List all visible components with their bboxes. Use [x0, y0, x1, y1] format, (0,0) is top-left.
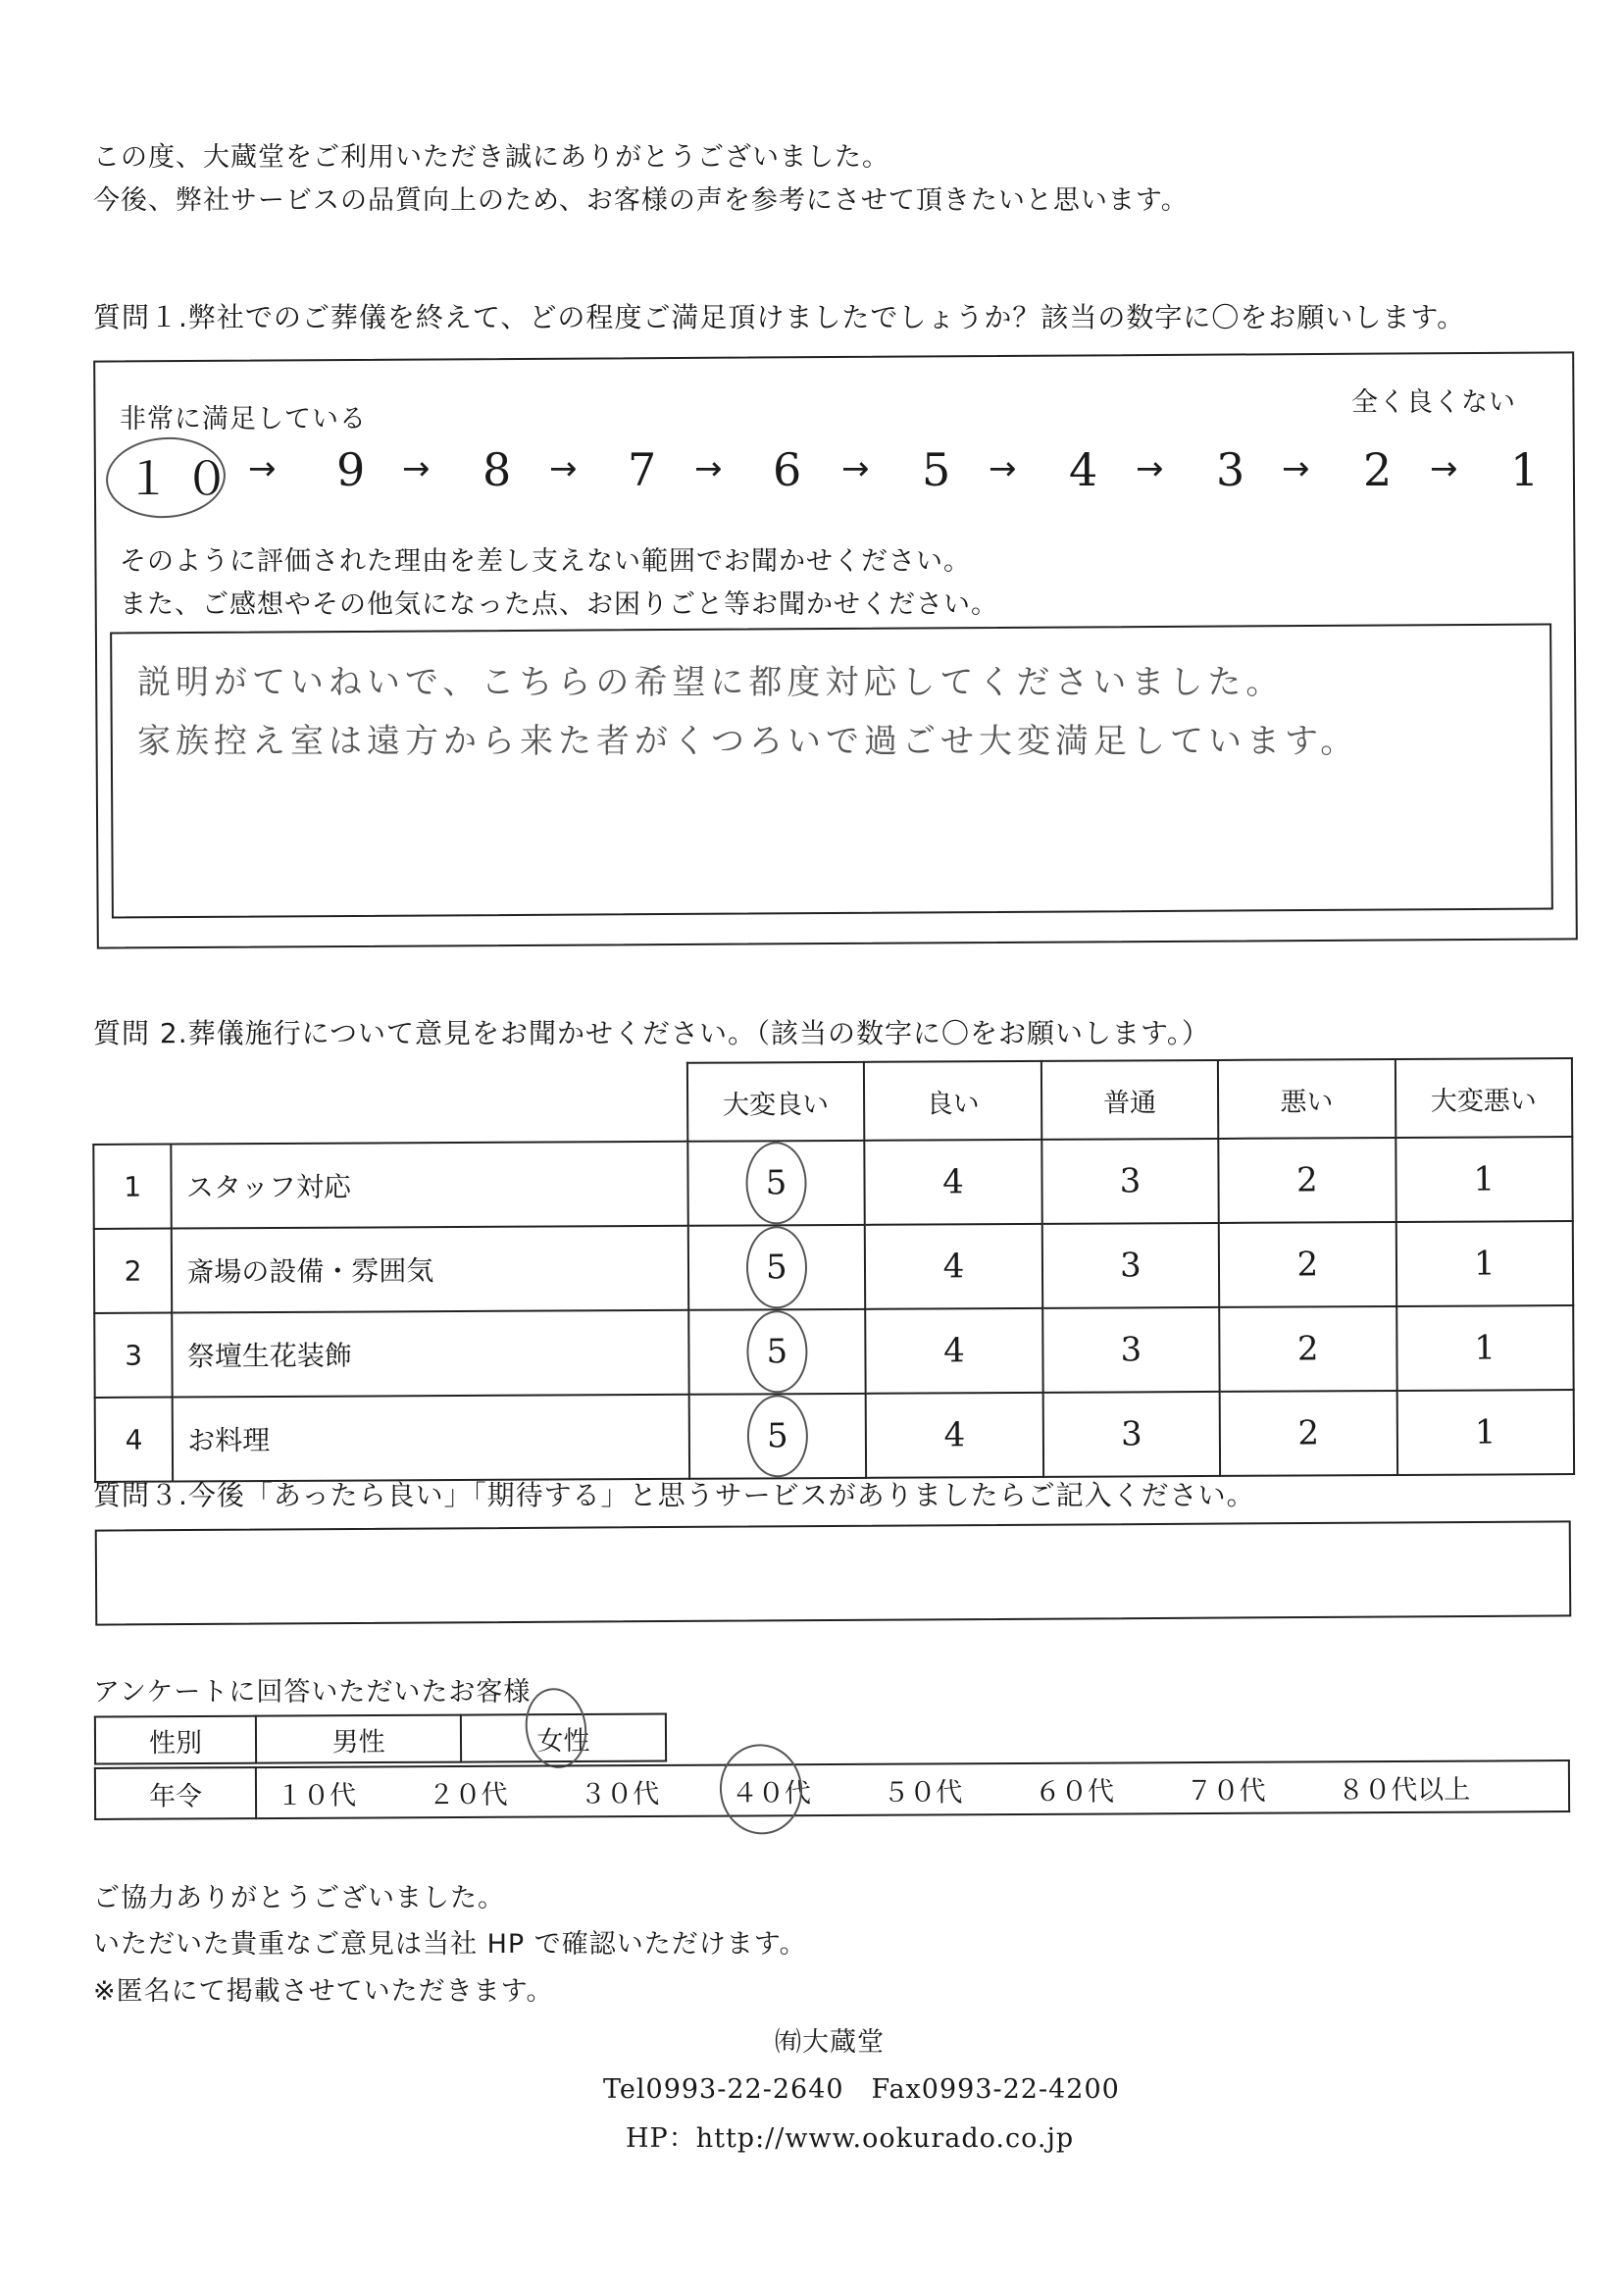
- q2-option-2[interactable]: 2: [1220, 1391, 1397, 1476]
- q2-row-no: 3: [94, 1313, 173, 1398]
- q1-scale-5[interactable]: 5: [922, 443, 951, 496]
- q1-title: 質問１.弊社でのご葬儀を終えて、どの程度ご満足頂けましたでしょうか？該当の数字に〇をお願いします。: [93, 301, 1466, 333]
- closing-line-2: いただいた貴重なご意見は当社 HP で確認いただけます。: [93, 1929, 807, 1960]
- q1-answer-line-1: 説明がていねいで、こちらの希望に都度対応してくださいました。: [137, 663, 1285, 702]
- q2-option-5-selected[interactable]: [688, 1309, 866, 1395]
- q2-option-1[interactable]: 1: [1396, 1221, 1573, 1306]
- arrow-icon: →: [989, 449, 1017, 488]
- selected-circle: 5: [746, 1226, 807, 1308]
- q2-option-5-selected[interactable]: [688, 1394, 866, 1479]
- q2-option-2[interactable]: 2: [1219, 1306, 1396, 1392]
- arrow-icon: →: [1430, 449, 1458, 488]
- age-label: 年令: [95, 1767, 256, 1819]
- q1-scale-7[interactable]: 7: [628, 443, 657, 496]
- q1-scale-3[interactable]: 3: [1216, 443, 1245, 496]
- q2-col-very-good: 大変良い: [686, 1062, 864, 1142]
- intro-line-1: この度、大蔵堂をご利用いただき誠にありがとうございました。: [93, 142, 889, 173]
- q2-option-3[interactable]: 3: [1042, 1223, 1220, 1308]
- age-option-40s[interactable]: [732, 1770, 875, 1810]
- q1-scale-6[interactable]: 6: [773, 443, 802, 496]
- q2-row-label: 祭壇生花装飾: [173, 1310, 689, 1398]
- q1-scale-10[interactable]: １０: [126, 452, 243, 505]
- q2-option-4[interactable]: 4: [865, 1140, 1042, 1225]
- q2-row-no: 2: [94, 1229, 173, 1313]
- q2-row-label: お料理: [173, 1395, 689, 1482]
- q1-scale-8[interactable]: 8: [482, 443, 512, 496]
- closing-line-3: ※匿名にて掲載させていただきます。: [93, 1976, 554, 2007]
- age-option-10s[interactable]: １０代: [276, 1780, 357, 1811]
- q2-option-4[interactable]: 4: [865, 1224, 1042, 1309]
- q1-scale-2[interactable]: 2: [1363, 443, 1393, 496]
- q2-option-4[interactable]: 4: [866, 1308, 1043, 1394]
- q2-col-good: 良い: [864, 1061, 1041, 1141]
- arrow-icon: →: [841, 449, 870, 488]
- q2-option-1[interactable]: 1: [1396, 1305, 1574, 1391]
- company-homepage[interactable]: HP：http://www.ookurado.co.jp: [626, 2123, 1075, 2154]
- age-option-50s[interactable]: ５０代: [883, 1776, 963, 1809]
- arrow-icon: →: [1282, 449, 1310, 488]
- q3-answer-box[interactable]: [95, 1520, 1572, 1625]
- q2-option-5-selected[interactable]: [687, 1141, 865, 1226]
- age-option-20s[interactable]: ２０代: [428, 1779, 508, 1810]
- q1-answer-line-2: 家族控え室は遠方から来た者がくつろいで過ごせ大変満足しています。: [137, 722, 1359, 761]
- q2-option-3[interactable]: 3: [1042, 1307, 1220, 1393]
- table-row: [94, 1305, 1573, 1398]
- q1-scale-9[interactable]: 9: [336, 443, 366, 496]
- age-option-80s-plus[interactable]: ８０代以上: [1338, 1774, 1471, 1806]
- q2-title: 質問 2.葬儀施行について意見をお聞かせください。（該当の数字に〇をお願いします。）: [93, 1017, 1210, 1049]
- gender-option-male[interactable]: 男性: [256, 1715, 461, 1763]
- table-row: [93, 1137, 1572, 1229]
- q1-scale-4[interactable]: 4: [1069, 443, 1098, 496]
- q1-right-label: 全く良くない: [1351, 387, 1516, 418]
- q1-left-label: 非常に満足している: [120, 404, 367, 434]
- arrow-icon: →: [549, 449, 578, 488]
- q2-option-3[interactable]: 3: [1041, 1139, 1219, 1224]
- q2-option-3[interactable]: 3: [1042, 1392, 1220, 1477]
- gender-table: [94, 1712, 667, 1764]
- age-options: [256, 1760, 1569, 1818]
- q2-option-5-selected[interactable]: [687, 1225, 865, 1310]
- selected-circle: 5: [745, 1142, 806, 1224]
- q2-table: [92, 1057, 1575, 1483]
- age-table: [94, 1759, 1570, 1820]
- q1-scale-1[interactable]: 1: [1510, 443, 1540, 496]
- age-option-30s[interactable]: ３０代: [580, 1778, 660, 1810]
- q2-header-row: [93, 1058, 1572, 1145]
- company-name: ㈲大蔵堂: [775, 2027, 885, 2058]
- q3-title: 質問３.今後「あったら良い」「期待する」と思うサービスがありましたらご記入ください。: [93, 1479, 1255, 1511]
- q2-option-4[interactable]: 4: [866, 1393, 1043, 1478]
- gender-label: 性別: [95, 1716, 256, 1764]
- q2-col-very-bad: 大変悪い: [1395, 1058, 1572, 1138]
- q2-option-1[interactable]: 1: [1396, 1390, 1574, 1475]
- intro-line-2: 今後、弊社サービスの品質向上のため、お客様の声を参考にさせて頂きたいと思います。: [93, 185, 1189, 216]
- age-option-60s[interactable]: ６０代: [1034, 1775, 1115, 1808]
- q1-prompt-2: また、ご感想やその他気になった点、お困りごと等お聞かせください。: [120, 589, 998, 620]
- table-row: [95, 1390, 1574, 1482]
- company-contact: Tel0993-22-2640 Fax0993-22-4200: [603, 2074, 1120, 2105]
- q2-row-no: 1: [93, 1145, 172, 1229]
- q2-row-label: 斎場の設備・雰囲気: [172, 1226, 688, 1313]
- q2-col-average: 普通: [1041, 1060, 1219, 1140]
- arrow-icon: →: [402, 449, 431, 488]
- age-40s-label: ４０代: [731, 1777, 811, 1810]
- q2-row-no: 4: [95, 1398, 174, 1482]
- arrow-icon: →: [248, 449, 277, 488]
- q2-row-label: スタッフ対応: [172, 1142, 688, 1229]
- arrow-icon: →: [1136, 449, 1164, 488]
- selected-circle: 5: [746, 1310, 807, 1393]
- q2-col-bad: 悪い: [1218, 1059, 1396, 1139]
- q2-option-2[interactable]: 2: [1219, 1222, 1396, 1307]
- q2-option-2[interactable]: 2: [1218, 1138, 1396, 1223]
- respondent-title: アンケートに回答いただいたお客様: [93, 1677, 532, 1708]
- closing-line-1: ご協力ありがとうございました。: [93, 1883, 505, 1913]
- arrow-icon: →: [694, 449, 723, 488]
- age-option-70s[interactable]: ７０代: [1186, 1775, 1266, 1807]
- selected-circle: 5: [747, 1395, 808, 1477]
- gender-female-label: 女性: [536, 1725, 590, 1757]
- q1-prompt-1: そのように評価された理由を差し支えない範囲でお聞かせください。: [120, 546, 971, 577]
- q2-option-1[interactable]: 1: [1396, 1137, 1573, 1222]
- table-row: [94, 1221, 1573, 1313]
- gender-option-female[interactable]: [461, 1713, 666, 1761]
- selected-circle: [715, 1740, 807, 1839]
